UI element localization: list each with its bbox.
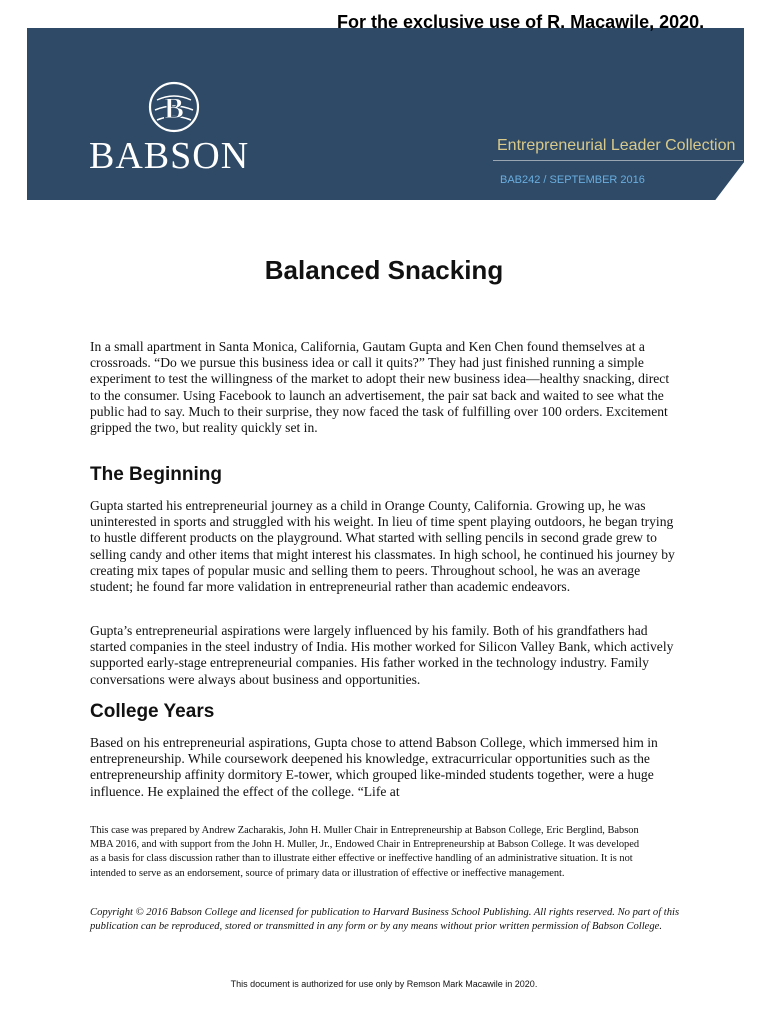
college-years-paragraph: Based on his entrepreneurial aspirations, Gupta chose to attend Babson College, which immersed him in entrepreneurship. While coursework deepened his knowledge, extracurricular opportunities such as the entrepreneurship affinity dormitory E-tower, which grouped like-minded students together, were a huge influence. He explained the effect of the college. “Life at xyxy=(90,735,658,799)
collection-divider xyxy=(493,160,743,161)
beginning-paragraph-2: Gupta’s entrepreneurial aspirations were largely influenced by his family. Both of his grandfathers had started companies in the steel industry of India. His mother worked for Silicon Valley Bank, which actively supported early-stage entrepreneurial companies. His father worked in the technology industry. Family conversations were always about business and opportunities. xyxy=(90,623,674,687)
authorization-footer: This document is authorized for use only by Remson Mark Macawile in 2020. xyxy=(230,979,538,989)
intro-paragraph: In a small apartment in Santa Monica, California, Gautam Gupta and Ken Chen found themselves at a crossroads. “Do we pursue this business idea or call it quits?” They had just finished running a simple experiment to test the willingness of the market to adopt their new business idea—healthy snacking, direct to the consumer. Using Facebook to launch an advertisement, the pair sat back and waited to see what the public had to say. Much to their surprise, they now faced the task of fulfilling over 100 orders. Excitement gripped the two, but reality quickly set in. xyxy=(90,339,670,436)
section-heading-college-years: College Years xyxy=(90,701,215,722)
copyright-notice: Copyright © 2016 Babson College and licensed for publication to Harvard Business School Publishing. All rights reserved. No part of this publication can be reproduced, stored or transmitted in any form or by any means without prior written permission of Babson College. xyxy=(90,907,680,933)
beginning-paragraph-1: Gupta started his entrepreneurial journey as a child in Orange County, California. Growing up, he was uninterested in sports and struggled with his weight. In lieu of time spent playing outdoors, he began trying to hustle different products on the playground. What started with selling pencils in second grade grew to selling candy and other items that might interest his classmates. In high school, he continued his journey by creating mix tapes of popular music and selling them to peers. Throughout school, he was an average student; he found far more validation in entrepreneurial rather than academic endeavors. xyxy=(90,498,675,595)
document-title: Balanced Snacking xyxy=(264,255,504,285)
section-heading-beginning: The Beginning xyxy=(90,464,222,485)
svg-text:B: B xyxy=(163,92,185,125)
babson-logo-text: BABSON xyxy=(89,135,250,177)
case-code-date: BAB242 / SEPTEMBER 2016 xyxy=(500,174,645,186)
collection-label: Entrepreneurial Leader Collection xyxy=(497,137,736,154)
exclusive-use-notice: For the exclusive use of R. Macawile, 2020. xyxy=(337,12,705,32)
babson-b-emblem-icon xyxy=(147,80,201,134)
case-footnote: This case was prepared by Andrew Zacharakis, John H. Muller Chair in Entrepreneurship at Babson College, Eric Berglind, Babson MBA 2016, and with support from the John H. Muller, Jr., Endowed Chair in Entrepreneurship at Babson College. It was developed as a basis for class discussion rather than to illustrate either effective or ineffective handling of an administrative situation. It is not intended to serve as an endorsement, source of primary data or illustration of effective or ineffective management. xyxy=(90,825,640,879)
